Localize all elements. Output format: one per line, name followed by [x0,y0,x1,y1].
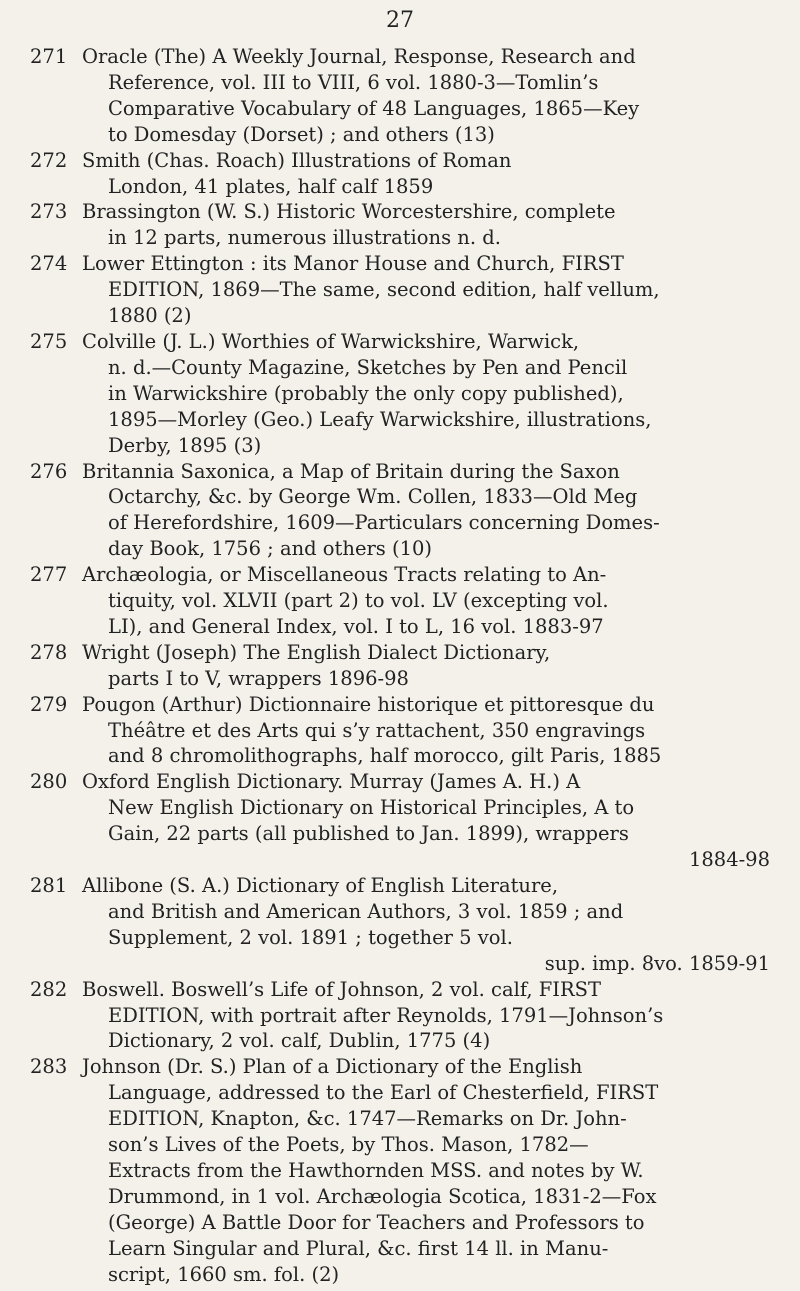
entry-line: Brassington (W. S.) Historic Worcestershire, complete [82,200,616,224]
entry-line: Oxford English Dictionary. Murray (James A. H.) A [82,770,581,794]
entry-line: Extracts from the Hawthornden MSS. and notes by W. [108,1158,644,1182]
entry-line: and 8 chromolithographs, half morocco, gilt Paris, 1885 [108,744,662,768]
entry-line: EDITION, 1869—The same, second edition, half vellum, [108,278,660,302]
entry-line: to Domesday (Dorset) ; and others (13) [108,122,495,146]
lot-number: 273 [30,200,68,224]
entry-list [30,44,770,1288]
entry-line: EDITION, Knapton, &c. 1747—Remarks on Dr. John- [108,1107,627,1131]
entry-line: Octarchy, &c. by George Wm. Collen, 1833—Old Meg [108,485,638,509]
entry-279 [30,692,770,770]
entry-line: EDITION, with portrait after Reynolds, 1791—Johnson’s [108,1003,664,1027]
entry-line: Learn Singular and Plural, &c. first 14 ll. in Manu- [108,1236,609,1260]
entry-line: New English Dictionary on Historical Principles, A to [108,796,635,820]
lot-number: 283 [30,1055,68,1079]
entry-280 [30,769,770,873]
lot-number: 278 [30,640,68,664]
entry-line: son’s Lives of the Poets, by Thos. Mason, 1782— [108,1133,589,1157]
entry-line: Allibone (S. A.) Dictionary of English Literature, [82,874,559,897]
entry-274 [30,251,770,329]
entry-line: Reference, vol. III to VIII, 6 vol. 1880-3—Tomlin’s [108,70,599,94]
entry-line: Wright (Joseph) The English Dialect Dictionary, [82,640,551,664]
entry-line: Boswell. Boswell’s Life of Johnson, 2 vol. calf, FIRST [82,977,602,1001]
lot-number: 274 [30,252,68,276]
entry-line: Théâtre et des Arts qui s’y rattachent, 350 engravings [108,718,646,742]
entry-line: Archæologia, or Miscellaneous Tracts relating to An- [82,563,607,587]
entry-line: in Warwickshire (probably the only copy published), [108,381,624,405]
lot-number: 277 [30,563,68,587]
entry-276 [30,459,770,563]
entry-line: Language, addressed to the Earl of Chesterfield, FIRST [108,1081,659,1105]
lot-number: 275 [30,329,68,353]
entry-272 [30,148,770,200]
entry-line: 1884-98 [688,848,770,872]
entry-line: and British and American Authors, 3 vol. 1859 ; and [108,899,624,923]
entry-line: Britannia Saxonica, a Map of Britain during the Saxon [82,459,620,483]
entry-282 [30,977,770,1055]
entry-line: Smith (Chas. Roach) Illustrations of Roman [82,148,512,172]
lot-number: 281 [30,874,68,897]
entry-281 [30,873,770,977]
entry-283 [30,1054,770,1287]
entry-line: of Herefordshire, 1609—Particulars concerning Domes- [108,511,660,535]
entry-line: n. d.—County Magazine, Sketches by Pen and Pencil [108,355,628,379]
entry-line: Comparative Vocabulary of 48 Languages, 1865—Key [108,96,640,120]
entry-line: sup. imp. 8vo. 1859-91 [544,951,770,975]
entry-line: parts I to V, wrappers 1896-98 [108,666,409,690]
entry-line: LI), and General Index, vol. I to L, 16 vol. 1883-97 [108,614,604,638]
entry-line: Dictionary, 2 vol. calf, Dublin, 1775 (4) [108,1029,491,1053]
lot-number: 272 [30,148,68,172]
entry-line: 1895—Morley (Geo.) Leafy Warwickshire, illustrations, [108,407,652,431]
entry-273 [30,199,770,251]
entry-line: Lower Ettington : its Manor House and Church, FIRST [82,252,624,276]
entry-line: (George) A Battle Door for Teachers and Professors to [108,1210,645,1234]
entry-line: Drummond, in 1 vol. Archæologia Scotica, 1831-2—Fox [108,1184,657,1208]
entry-line: Derby, 1895 (3) [108,433,262,457]
entry-line: in 12 parts, numerous illustrations n. d. [108,226,501,250]
entry-line: Supplement, 2 vol. 1891 ; together 5 vol. [108,925,513,949]
lot-number: 282 [30,977,68,1001]
entry-line: Colville (J. L.) Worthies of Warwickshire, Warwick, [82,329,580,353]
entry-line: day Book, 1756 ; and others (10) [108,537,433,561]
lot-number: 279 [30,692,68,716]
entry-line: tiquity, vol. XLVII (part 2) to vol. LV (excepting vol. [108,589,609,613]
entry-line: London, 41 plates, half calf 1859 [108,174,434,198]
lot-number: 276 [30,459,68,483]
lot-number: 271 [30,45,68,68]
entry-line: Oracle (The) A Weekly Journal, Response, Research and [82,45,636,68]
lot-number: 280 [30,770,68,794]
entry-277 [30,562,770,640]
entry-line: 1880 (2) [108,304,192,328]
page-number: 27 [386,8,414,33]
entry-278 [30,640,770,692]
entry-line: Gain, 22 parts (all published to Jan. 1899), wrappers [108,822,629,846]
entry-line: Pougon (Arthur) Dictionnaire historique et pittoresque du [82,692,655,716]
entry-271 [30,44,770,148]
entry-line: script, 1660 sm. fol. (2) [108,1262,340,1286]
entry-275 [30,329,770,459]
entry-line: Johnson (Dr. S.) Plan of a Dictionary of the English [82,1055,583,1079]
